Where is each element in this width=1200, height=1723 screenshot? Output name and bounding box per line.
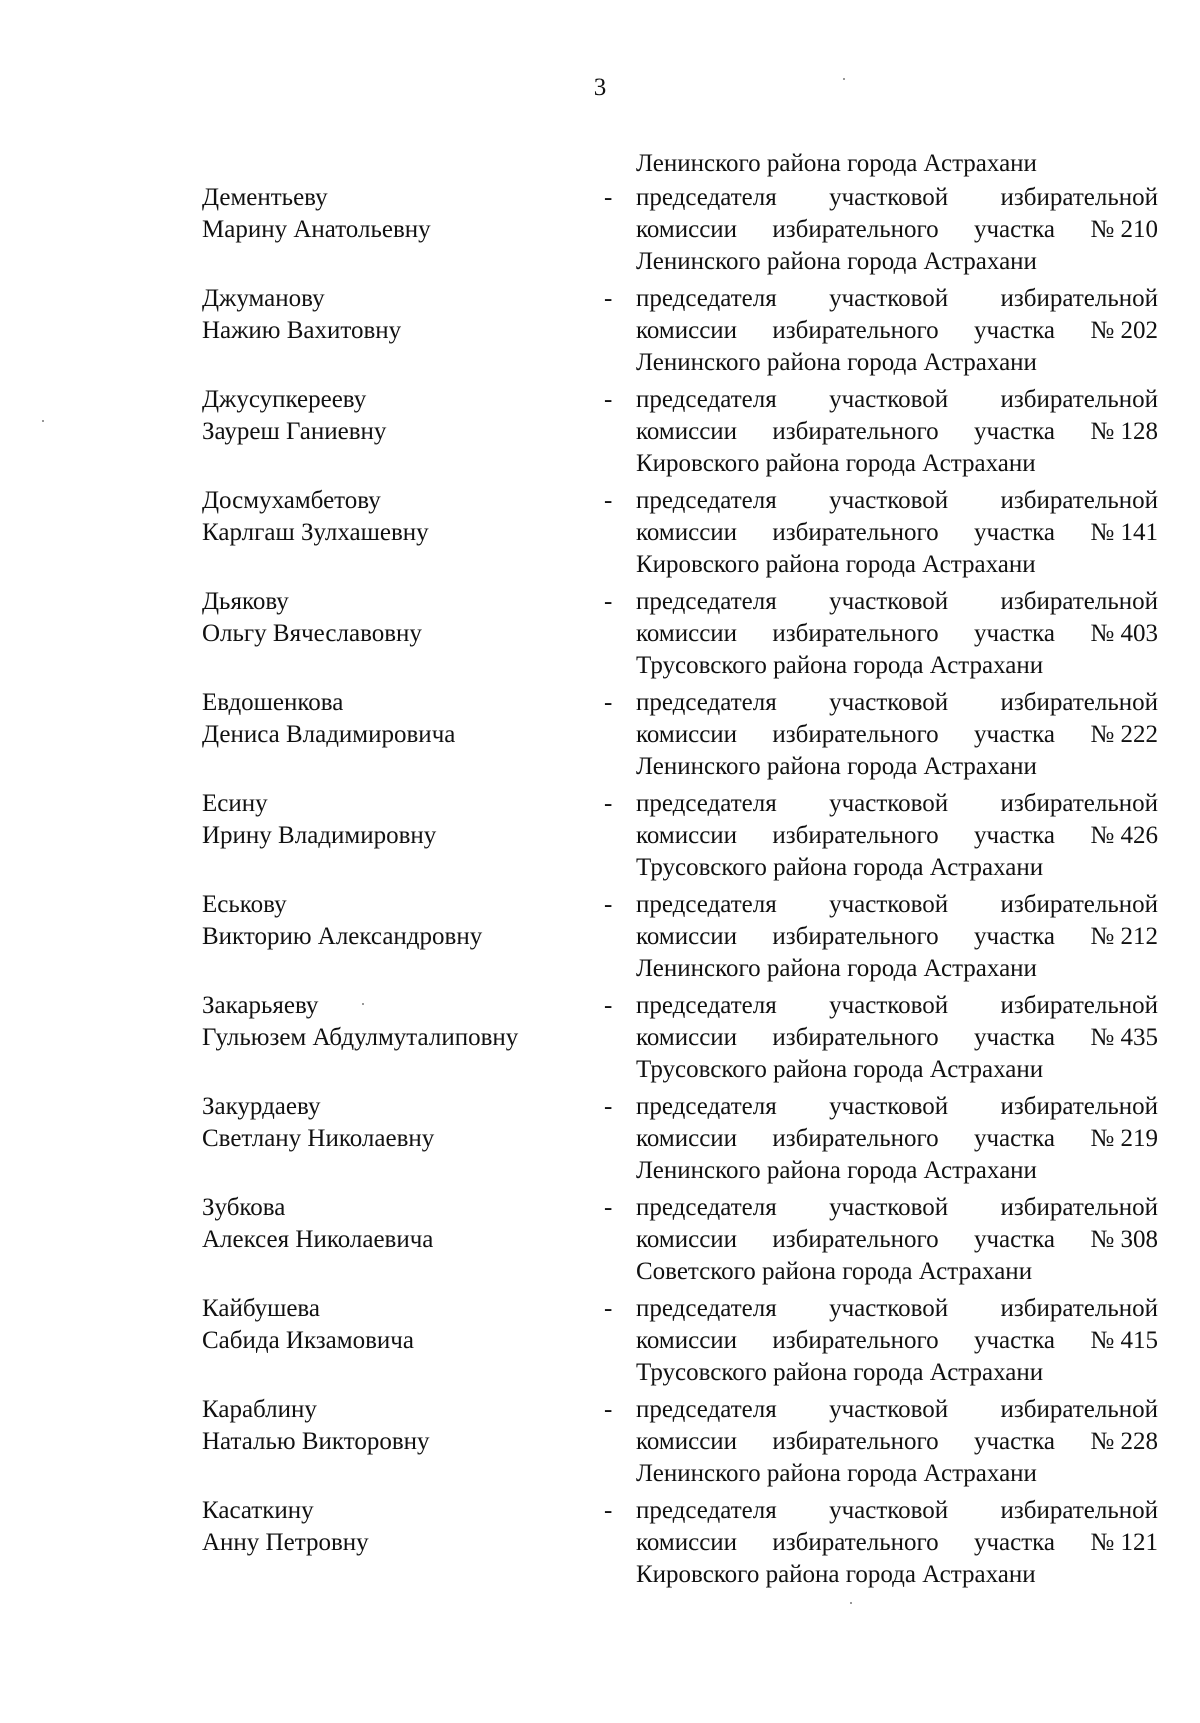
position-word: участковой [829, 1093, 949, 1120]
position-description [636, 283, 1158, 379]
list-item [0, 889, 1200, 990]
commission-line [636, 1123, 1158, 1155]
commission-word: комиссии [636, 216, 738, 243]
commission-word: участка [973, 1428, 1056, 1455]
precinct-number: № 141 [1090, 519, 1158, 546]
position-word: избирательной [1000, 184, 1158, 211]
position-word: председателя [636, 285, 777, 312]
surname: Досмухамбетову [202, 487, 381, 514]
position-description [636, 1091, 1158, 1187]
surname: Закарьяеву [202, 992, 319, 1019]
dash-separator: - [604, 790, 613, 817]
district-line: Ленинского района города Астрахани [636, 349, 1037, 376]
surname: Дементьеву [202, 184, 328, 211]
given-names: Гульюзем Абдулмуталиповну [202, 1024, 519, 1051]
district-line: Ленинского района города Астрахани [636, 248, 1037, 275]
position-description [636, 788, 1158, 884]
dash-separator: - [604, 689, 613, 716]
position-description [636, 990, 1158, 1086]
district-line: Ленинского района города Астрахани [636, 1460, 1037, 1487]
commission-line [636, 719, 1158, 751]
surname: Еськову [202, 891, 287, 918]
position-description [636, 1495, 1158, 1591]
district-line: Кировского района города Астрахани [636, 1561, 1036, 1588]
list-item [0, 1293, 1200, 1394]
given-names: Алексея Николаевича [202, 1226, 434, 1253]
district-line: Советского района города Астрахани [636, 1258, 1033, 1285]
precinct-number: № 426 [1090, 822, 1158, 849]
given-names: Сабида Икзамовича [202, 1327, 414, 1354]
person-name [202, 788, 602, 852]
given-names: Ирину Владимировну [202, 822, 437, 849]
commission-word: избирательного [772, 1125, 939, 1152]
commission-word: избирательного [772, 620, 939, 647]
district-line: Кировского района города Астрахани [636, 450, 1036, 477]
scan-speck [850, 1602, 852, 1604]
position-word: избирательной [1000, 689, 1158, 716]
commission-word: избирательного [772, 1024, 939, 1051]
position-word: председателя [636, 689, 777, 716]
precinct-number: № 121 [1090, 1529, 1158, 1556]
commission-word: комиссии [636, 822, 738, 849]
surname: Караблину [202, 1396, 317, 1423]
commission-word: комиссии [636, 620, 738, 647]
precinct-number: № 212 [1090, 923, 1158, 950]
commission-word: избирательного [772, 1327, 939, 1354]
dash-separator: - [604, 588, 613, 615]
list-item [0, 586, 1200, 687]
list-item [0, 687, 1200, 788]
district-line: Трусовского района города Астрахани [636, 854, 1044, 881]
position-word: председателя [636, 1497, 777, 1524]
list-item [0, 788, 1200, 889]
commission-line [636, 1426, 1158, 1458]
given-names: Дениса Владимировича [202, 721, 456, 748]
commission-word: избирательного [772, 418, 939, 445]
precinct-number: № 308 [1090, 1226, 1158, 1253]
dash-separator: - [604, 285, 613, 312]
position-word: председателя [636, 386, 777, 413]
precinct-number: № 128 [1090, 418, 1158, 445]
continued-district-line: Ленинского района города Астрахани [636, 150, 1037, 177]
position-word: избирательной [1000, 1295, 1158, 1322]
commission-word: комиссии [636, 721, 738, 748]
surname: Джусупкерееву [202, 386, 367, 413]
position-word: участковой [829, 1396, 949, 1423]
commission-word: участка [973, 1529, 1056, 1556]
commission-line [636, 820, 1158, 852]
surname: Кайбушева [202, 1295, 321, 1322]
precinct-number: № 435 [1090, 1024, 1158, 1051]
position-title-line [636, 1394, 1158, 1426]
position-word: председателя [636, 184, 777, 211]
district-line: Трусовского района города Астрахани [636, 1056, 1044, 1083]
position-word: председателя [636, 588, 777, 615]
commission-word: участка [973, 519, 1056, 546]
commission-word: избирательного [772, 519, 939, 546]
dash-separator: - [604, 1497, 613, 1524]
position-word: участковой [829, 689, 949, 716]
position-title-line [636, 485, 1158, 517]
person-name [202, 990, 602, 1054]
position-word: избирательной [1000, 1194, 1158, 1221]
position-word: участковой [829, 790, 949, 817]
scan-speck [843, 78, 845, 80]
position-title-line [636, 283, 1158, 315]
position-word: участковой [829, 487, 949, 514]
scan-speck [362, 1003, 364, 1005]
list-item [0, 1495, 1200, 1596]
position-word: председателя [636, 1093, 777, 1120]
person-name [202, 485, 602, 549]
commission-word: избирательного [772, 216, 939, 243]
precinct-number: № 415 [1090, 1327, 1158, 1354]
position-word: избирательной [1000, 1396, 1158, 1423]
person-name [202, 1394, 602, 1458]
commission-word: участка [973, 822, 1056, 849]
position-description [636, 1394, 1158, 1490]
commission-line [636, 1022, 1158, 1054]
commission-word: избирательного [772, 1226, 939, 1253]
person-name [202, 1192, 602, 1256]
surname: Зубкова [202, 1194, 286, 1221]
person-name [202, 384, 602, 448]
position-title-line [636, 384, 1158, 416]
commission-word: избирательного [772, 1428, 939, 1455]
commission-word: избирательного [772, 923, 939, 950]
commission-word: участка [973, 1327, 1056, 1354]
position-word: участковой [829, 891, 949, 918]
person-name [202, 182, 602, 246]
commission-line [636, 618, 1158, 650]
dash-separator: - [604, 891, 613, 918]
given-names: Зауреш Ганиевну [202, 418, 387, 445]
commission-word: комиссии [636, 1024, 738, 1051]
commission-word: участка [973, 721, 1056, 748]
district-line: Трусовского района города Астрахани [636, 1359, 1044, 1386]
position-description [636, 889, 1158, 985]
person-name [202, 1091, 602, 1155]
person-name [202, 1293, 602, 1357]
position-word: избирательной [1000, 790, 1158, 817]
position-word: участковой [829, 992, 949, 1019]
given-names: Наталью Викторовну [202, 1428, 430, 1455]
position-word: председателя [636, 891, 777, 918]
position-title-line [636, 889, 1158, 921]
dash-separator: - [604, 184, 613, 211]
dash-separator: - [604, 1093, 613, 1120]
commission-line [636, 921, 1158, 953]
position-word: избирательной [1000, 588, 1158, 615]
commission-word: комиссии [636, 923, 738, 950]
position-word: председателя [636, 1396, 777, 1423]
position-word: председателя [636, 790, 777, 817]
commission-word: избирательного [772, 317, 939, 344]
list-item [0, 384, 1200, 485]
position-title-line [636, 182, 1158, 214]
precinct-number: № 403 [1090, 620, 1158, 647]
position-description [636, 586, 1158, 682]
position-title-line [636, 586, 1158, 618]
commission-line [636, 517, 1158, 549]
commission-word: участка [973, 923, 1056, 950]
commission-word: комиссии [636, 317, 738, 344]
scan-speck [42, 420, 44, 422]
district-line: Ленинского района города Астрахани [636, 1157, 1037, 1184]
given-names: Анну Петровну [202, 1529, 369, 1556]
commission-word: участка [973, 418, 1056, 445]
position-description [636, 485, 1158, 581]
position-word: избирательной [1000, 1497, 1158, 1524]
list-item [0, 1091, 1200, 1192]
commission-word: комиссии [636, 1428, 738, 1455]
position-title-line [636, 1091, 1158, 1123]
dash-separator: - [604, 992, 613, 1019]
commission-word: комиссии [636, 1529, 738, 1556]
commission-word: избирательного [772, 721, 939, 748]
commission-word: участка [973, 1125, 1056, 1152]
commission-line [636, 315, 1158, 347]
precinct-number: № 228 [1090, 1428, 1158, 1455]
dash-separator: - [604, 487, 613, 514]
position-word: избирательной [1000, 992, 1158, 1019]
dash-separator: - [604, 1295, 613, 1322]
precinct-number: № 202 [1090, 317, 1158, 344]
position-description [636, 384, 1158, 480]
commission-word: участка [973, 1226, 1056, 1253]
given-names: Марину Анатольевну [202, 216, 431, 243]
commission-word: избирательного [772, 822, 939, 849]
position-word: избирательной [1000, 386, 1158, 413]
district-line: Ленинского района города Астрахани [636, 753, 1037, 780]
given-names: Ольгу Вячеславовну [202, 620, 422, 647]
person-name [202, 586, 602, 650]
commission-line [636, 214, 1158, 246]
precinct-number: № 222 [1090, 721, 1158, 748]
list-item [0, 1192, 1200, 1293]
surname: Касаткину [202, 1497, 314, 1524]
list-item [0, 1394, 1200, 1495]
position-word: избирательной [1000, 285, 1158, 312]
list-item [0, 182, 1200, 283]
position-word: избирательной [1000, 891, 1158, 918]
given-names: Карлгаш Зулхашевну [202, 519, 429, 546]
commission-word: участка [973, 317, 1056, 344]
commission-line [636, 1325, 1158, 1357]
position-title-line [636, 1192, 1158, 1224]
surname: Закурдаеву [202, 1093, 321, 1120]
commission-word: участка [973, 1024, 1056, 1051]
commission-word: комиссии [636, 1125, 738, 1152]
position-description [636, 1293, 1158, 1389]
commission-word: комиссии [636, 1226, 738, 1253]
position-word: участковой [829, 1194, 949, 1221]
commission-line [636, 416, 1158, 448]
person-name [202, 687, 602, 751]
list-item [0, 485, 1200, 586]
position-title-line [636, 1495, 1158, 1527]
district-line: Ленинского района города Астрахани [636, 955, 1037, 982]
commission-word: участка [973, 216, 1056, 243]
dash-separator: - [604, 1194, 613, 1221]
position-word: председателя [636, 1295, 777, 1322]
position-description [636, 1192, 1158, 1288]
given-names: Нажию Вахитовну [202, 317, 402, 344]
surname: Дьякову [202, 588, 289, 615]
appointment-list [0, 182, 1200, 1596]
commission-word: комиссии [636, 1327, 738, 1354]
person-name [202, 1495, 602, 1559]
position-word: председателя [636, 992, 777, 1019]
commission-line [636, 1527, 1158, 1559]
precinct-number: № 219 [1090, 1125, 1158, 1152]
position-word: участковой [829, 285, 949, 312]
dash-separator: - [604, 1396, 613, 1423]
commission-word: избирательного [772, 1529, 939, 1556]
commission-word: участка [973, 620, 1056, 647]
surname: Джуманову [202, 285, 325, 312]
district-line: Кировского района города Астрахани [636, 551, 1036, 578]
position-title-line [636, 1293, 1158, 1325]
surname: Есину [202, 790, 268, 817]
person-name [202, 283, 602, 347]
commission-word: комиссии [636, 418, 738, 445]
position-word: избирательной [1000, 487, 1158, 514]
surname: Евдошенкова [202, 689, 344, 716]
position-word: участковой [829, 184, 949, 211]
position-title-line [636, 990, 1158, 1022]
position-word: участковой [829, 1497, 949, 1524]
dash-separator: - [604, 386, 613, 413]
position-word: избирательной [1000, 1093, 1158, 1120]
precinct-number: № 210 [1090, 216, 1158, 243]
given-names: Викторию Александровну [202, 923, 483, 950]
position-word: участковой [829, 1295, 949, 1322]
position-word: председателя [636, 487, 777, 514]
given-names: Светлану Николаевну [202, 1125, 435, 1152]
list-item [0, 990, 1200, 1091]
person-name [202, 889, 602, 953]
position-description [636, 687, 1158, 783]
commission-line [636, 1224, 1158, 1256]
page-number: 3 [593, 74, 607, 101]
position-title-line [636, 788, 1158, 820]
position-word: председателя [636, 1194, 777, 1221]
position-word: участковой [829, 588, 949, 615]
position-word: участковой [829, 386, 949, 413]
commission-word: комиссии [636, 519, 738, 546]
list-item [0, 283, 1200, 384]
district-line: Трусовского района города Астрахани [636, 652, 1044, 679]
position-title-line [636, 687, 1158, 719]
position-description [636, 182, 1158, 278]
